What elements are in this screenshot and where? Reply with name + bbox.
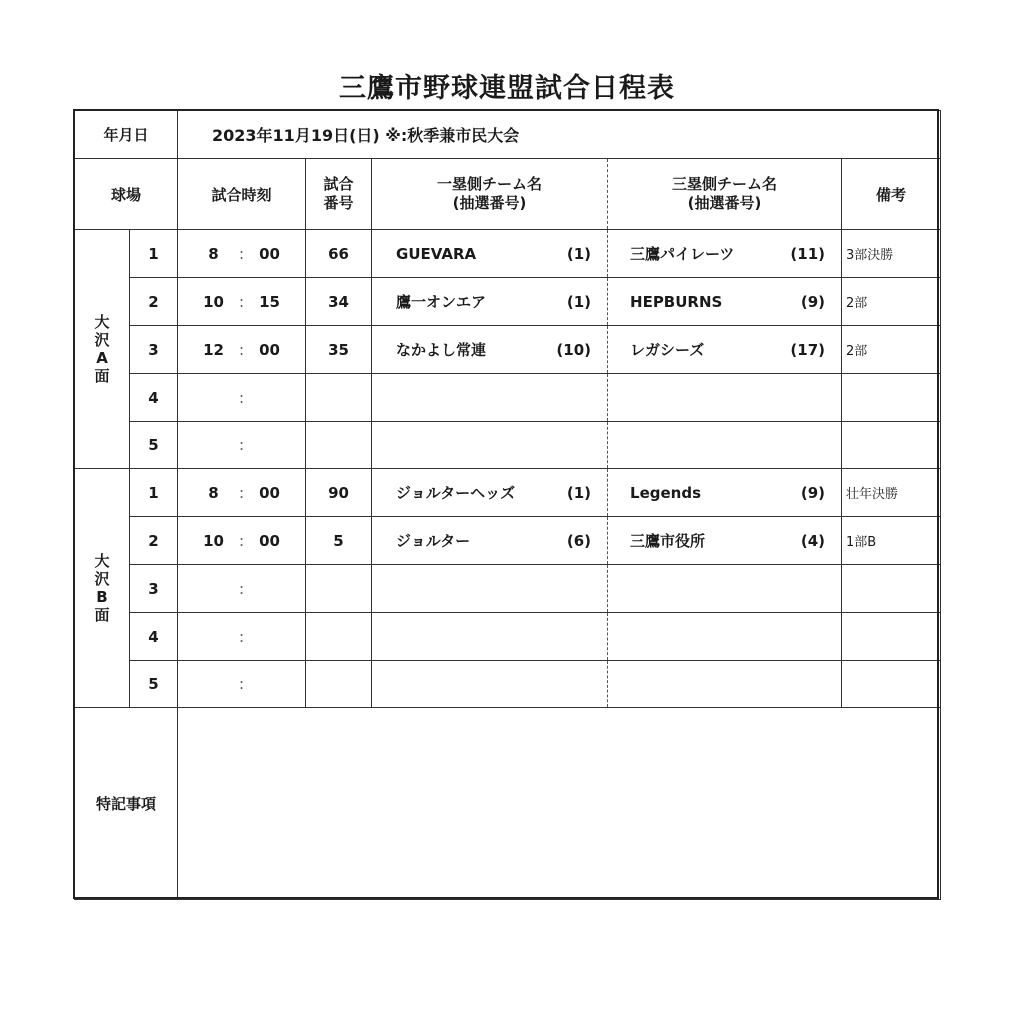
schedule-row [75,517,941,565]
special-notes-content [178,708,941,900]
field-name [75,469,130,708]
row-number: 5 [130,661,178,708]
schedule-table [74,110,941,900]
first-base-team [372,517,608,565]
first-base-team [372,661,608,708]
first-base-team-name: 鷹一オンエア [396,293,487,311]
header-third-base-line1: 三塁側チーム名 [672,174,778,193]
first-base-team [372,565,608,613]
date-label: 年月日 [75,111,178,159]
schedule-row [75,422,941,469]
field-name-char: 面 [94,606,110,624]
header-first-base [372,159,608,230]
first-base-draw-number: (1) [566,244,592,263]
notes-cell [842,422,941,469]
game-number [306,565,372,613]
row-number: 2 [130,517,178,565]
third-base-team-name: 三鷹市役所 [630,532,706,550]
third-base-team [608,517,842,565]
first-base-team [372,613,608,661]
game-minute: 00 [259,340,280,359]
game-minute: 00 [259,531,280,550]
row-number: 3 [130,326,178,374]
game-hour: 10 [203,292,224,311]
first-base-draw-number: (1) [566,483,592,502]
third-base-team-name: レガシーズ [630,341,705,359]
first-base-team-name: GUEVARA [396,244,477,263]
schedule-row [75,469,941,517]
row-number: 4 [130,613,178,661]
notes-cell: 3部決勝 [842,230,941,278]
header-game-no-line2: 番号 [323,194,354,212]
time-colon: : [238,531,245,550]
game-time [178,230,306,278]
schedule-row [75,613,941,661]
row-number: 4 [130,374,178,422]
game-time [178,613,306,661]
header-first-base-line2: (抽選番号) [452,194,527,212]
schedule-row [75,661,941,708]
field-name-char: 沢 [94,570,110,588]
notes-cell: 壮年決勝 [842,469,941,517]
time-colon: : [238,483,245,502]
first-base-team [372,469,608,517]
field-name-char: B [96,588,108,606]
game-time [178,278,306,326]
time-colon: : [238,244,245,263]
schedule-row [75,565,941,613]
third-base-draw-number: (9) [800,483,826,502]
notes-cell [842,374,941,422]
game-number: 66 [306,230,372,278]
game-time [178,565,306,613]
third-base-draw-number: (11) [790,244,826,263]
header-third-base-line2: (抽選番号) [687,194,762,212]
time-colon: : [238,579,245,598]
schedule-row [75,326,941,374]
game-number: 34 [306,278,372,326]
first-base-team-name: ジョルター [396,532,471,550]
third-base-team [608,278,842,326]
time-colon: : [238,627,245,646]
date-row [75,111,941,159]
time-colon: : [238,436,245,454]
first-base-draw-number: (6) [566,531,592,550]
game-time [178,517,306,565]
header-time: 試合時刻 [178,159,306,230]
game-time [178,326,306,374]
third-base-draw-number: (17) [790,340,826,359]
schedule-row [75,230,941,278]
first-base-team-name: ジョルターヘッズ [396,484,516,502]
third-base-team [608,374,842,422]
first-base-team [372,422,608,469]
field-name-char: A [96,349,108,367]
third-base-team [608,422,842,469]
game-number: 90 [306,469,372,517]
game-time [178,469,306,517]
field-name-char: 大 [94,552,110,570]
field-name-char: 面 [94,367,110,385]
game-hour: 10 [203,531,224,550]
first-base-team [372,230,608,278]
third-base-draw-number: (9) [800,292,826,311]
game-number: 35 [306,326,372,374]
game-hour: 8 [208,483,219,502]
time-colon: : [238,292,245,311]
first-base-team [372,326,608,374]
third-base-team-name: Legends [630,483,702,502]
schedule-row [75,374,941,422]
game-number [306,613,372,661]
row-number: 1 [130,230,178,278]
first-base-team [372,278,608,326]
third-base-draw-number: (4) [800,531,826,550]
game-number [306,374,372,422]
game-minute: 15 [259,292,280,311]
third-base-team [608,613,842,661]
notes-cell: 2部 [842,278,941,326]
date-value: 2023年11月19日(日) ※:秋季兼市民大会 [178,111,941,159]
third-base-team-name: HEPBURNS [630,292,723,311]
first-base-draw-number: (10) [556,340,592,359]
field-name-char: 沢 [94,331,110,349]
time-colon: : [238,388,245,407]
game-number [306,422,372,469]
third-base-team [608,230,842,278]
row-number: 5 [130,422,178,469]
header-first-base-line1: 一塁側チーム名 [437,174,543,193]
first-base-team [372,374,608,422]
row-number: 1 [130,469,178,517]
game-hour: 12 [203,340,224,359]
row-number: 3 [130,565,178,613]
third-base-team [608,661,842,708]
header-notes: 備考 [842,159,941,230]
header-game-no [306,159,372,230]
time-colon: : [238,340,245,359]
third-base-team [608,565,842,613]
game-time [178,661,306,708]
third-base-team [608,469,842,517]
notes-cell: 1部B [842,517,941,565]
schedule-row [75,278,941,326]
game-hour: 8 [208,244,219,263]
page-title: 三鷹市野球連盟試合日程表 [339,73,675,104]
third-base-team [608,326,842,374]
header-row [75,159,941,230]
game-minute: 00 [259,244,280,263]
game-number: 5 [306,517,372,565]
notes-cell [842,565,941,613]
game-time [178,374,306,422]
first-base-team-name: なかよし常連 [396,341,487,359]
notes-cell [842,613,941,661]
special-notes-label: 特記事項 [75,708,178,900]
header-field: 球場 [75,159,178,230]
game-time [178,422,306,469]
first-base-draw-number: (1) [566,292,592,311]
time-colon: : [238,675,245,693]
game-minute: 00 [259,483,280,502]
game-number [306,661,372,708]
header-game-no-line1: 試合 [323,174,354,193]
third-base-team-name: 三鷹パイレーツ [630,245,735,263]
header-third-base [608,159,842,230]
field-name-char: 大 [94,313,110,331]
special-notes-row [75,708,941,900]
row-number: 2 [130,278,178,326]
notes-cell: 2部 [842,326,941,374]
notes-cell [842,661,941,708]
field-name [75,230,130,469]
